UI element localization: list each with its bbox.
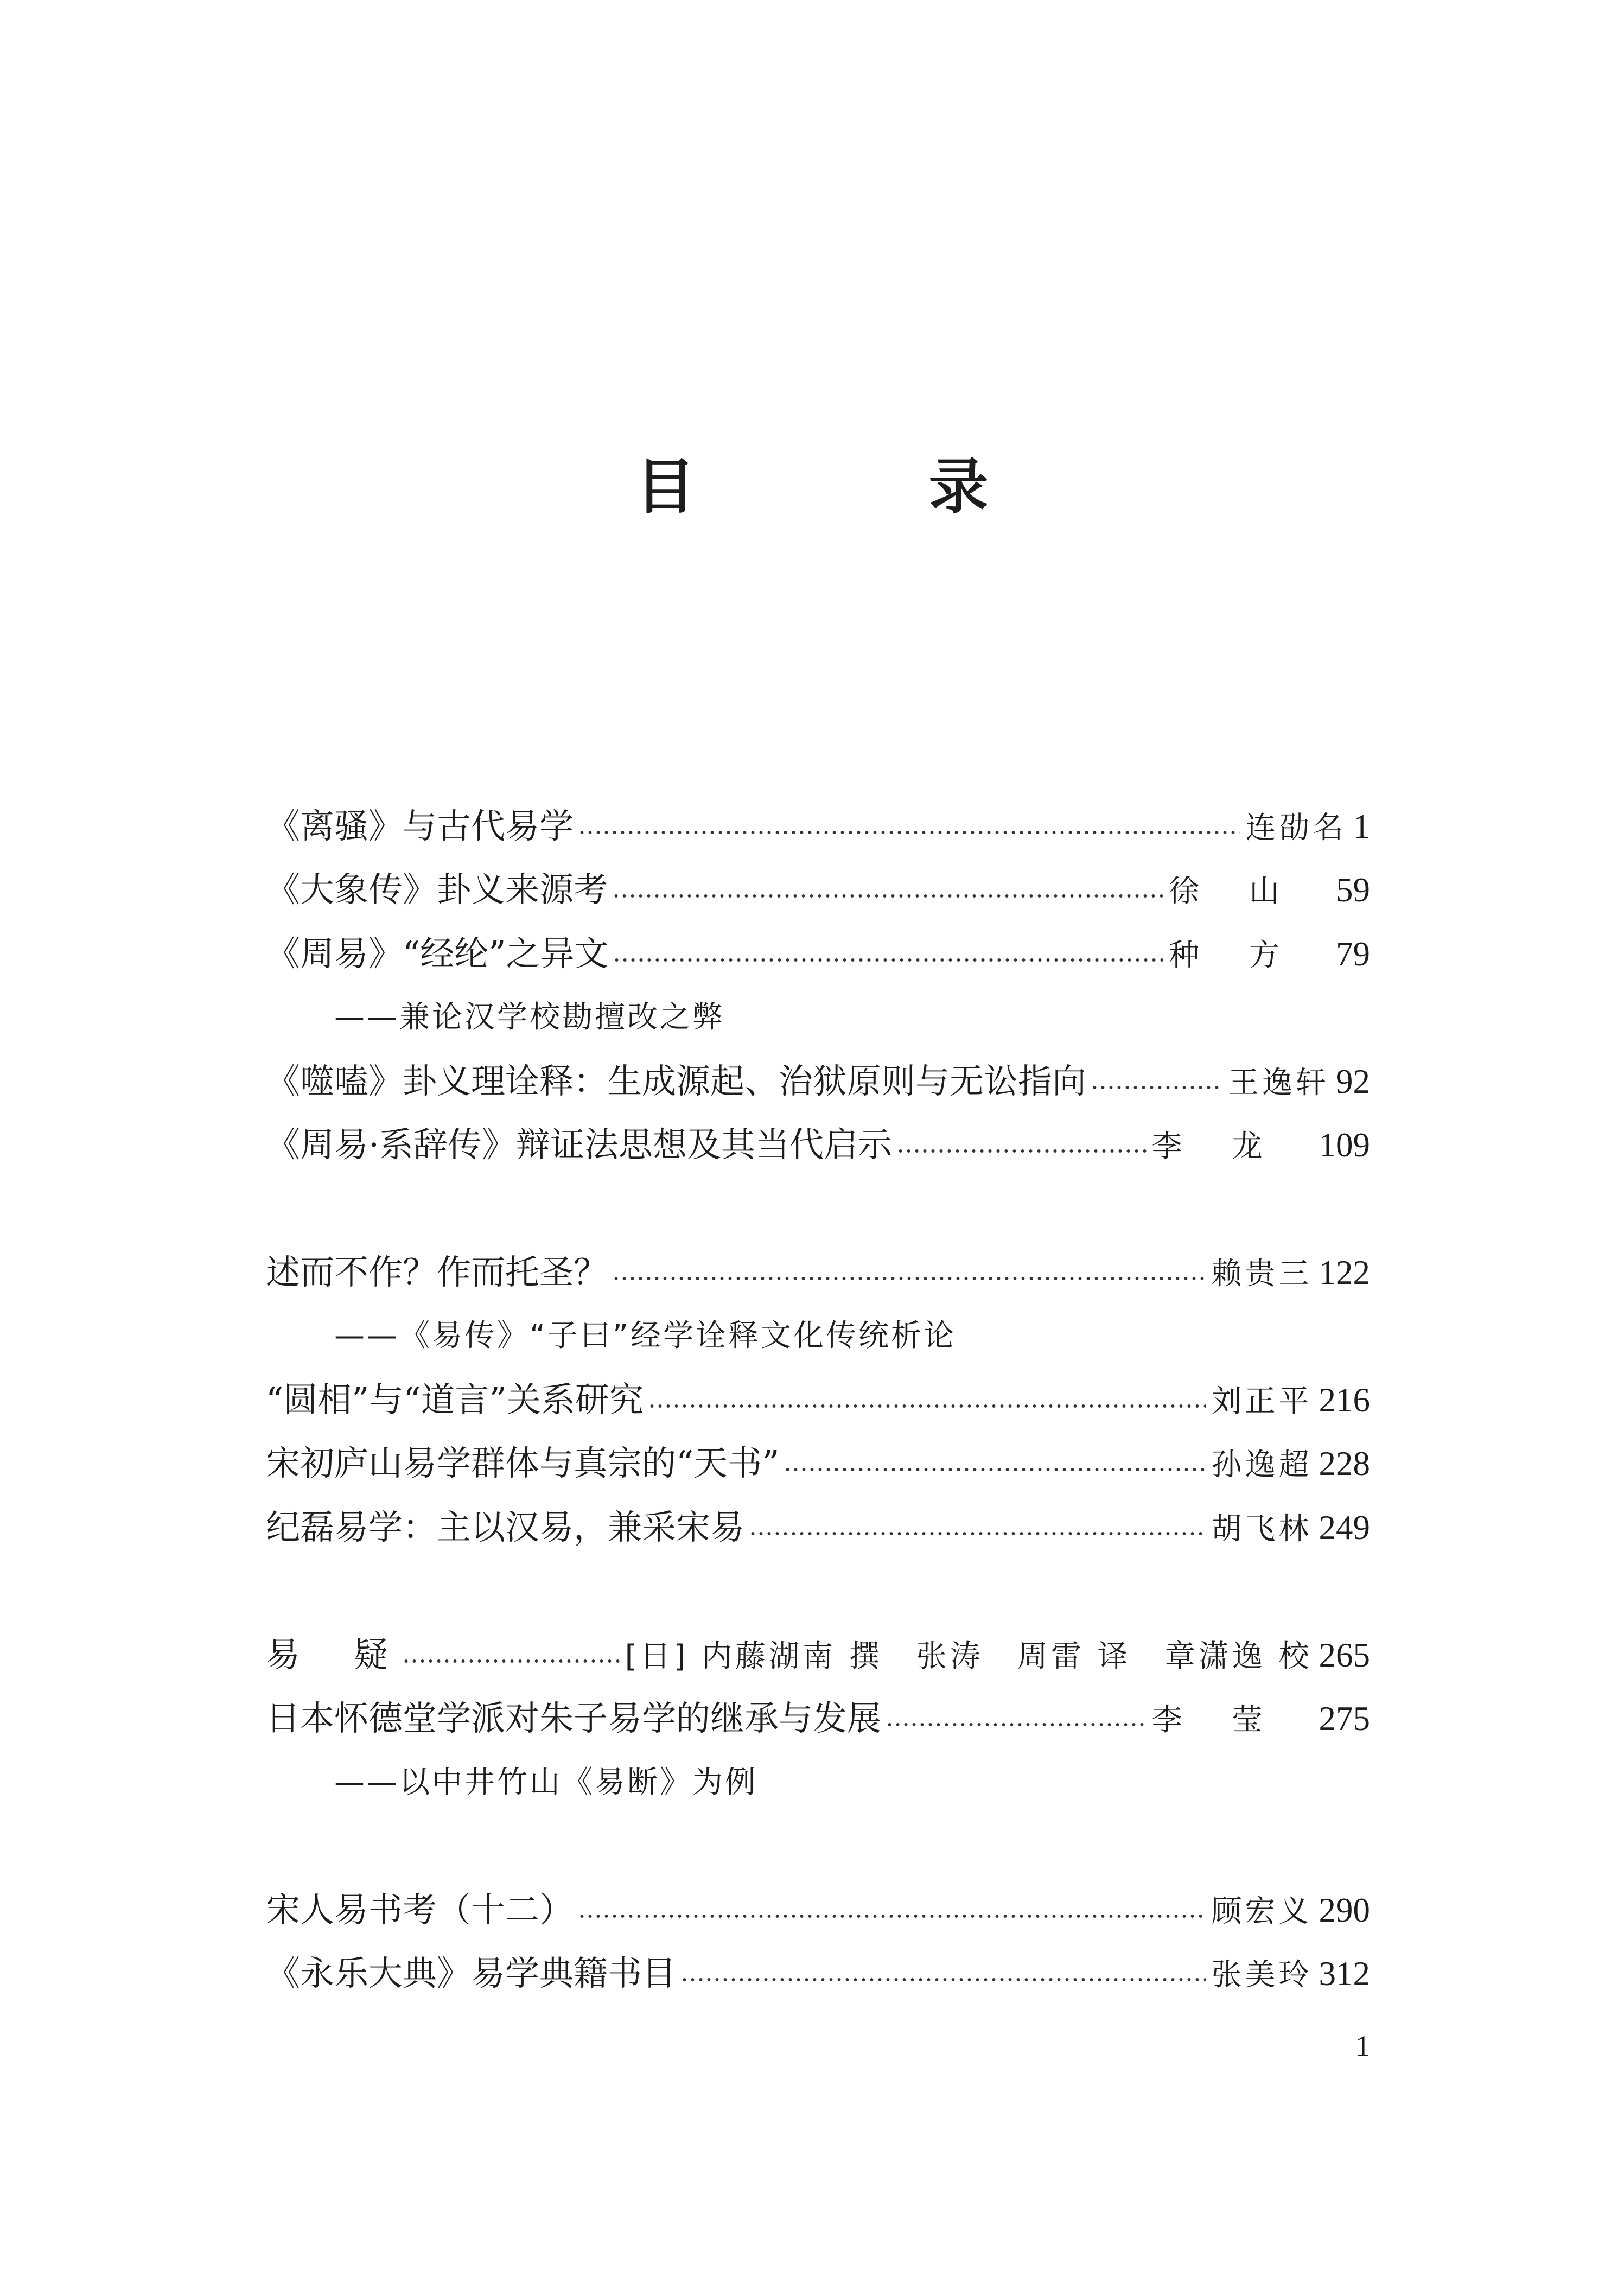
entry-author: 刘正平 (1211, 1384, 1313, 1419)
entry-page: 216 (1319, 1381, 1370, 1419)
page-title: 目 录 (635, 452, 1075, 522)
entry-page: 228 (1319, 1445, 1370, 1483)
page-number: 1 (1355, 2030, 1370, 2062)
toc-entry[interactable] (266, 1118, 1370, 1172)
entry-page: 109 (1319, 1126, 1370, 1164)
dot-leader (1091, 1084, 1223, 1091)
dot-leader (578, 829, 1240, 836)
dot-leader (402, 1658, 620, 1664)
toc-entry[interactable] (266, 1628, 1370, 1682)
entry-title: 《噬嗑》卦义理诠释：生成源起、治狱原则与无讼指向 (266, 1061, 1086, 1101)
dot-leader (613, 957, 1163, 963)
toc-entry[interactable] (266, 927, 1370, 981)
entry-author: [日] 内藤湖南 撰 张涛 周雷 译 章潇逸 校 (625, 1639, 1313, 1674)
entry-author: 种方 (1169, 938, 1329, 973)
entry-author: 李莹 (1151, 1702, 1313, 1738)
entry-title: 《周易·系辞传》辩证法思想及其当代启示 (266, 1125, 893, 1165)
entry-author: 李龙 (1151, 1129, 1313, 1164)
entry-title: 日本怀德堂学派对朱子易学的继承与发展 (266, 1699, 881, 1738)
dot-leader (680, 1976, 1206, 1983)
dot-leader (612, 893, 1163, 899)
entry-page: 79 (1336, 935, 1370, 973)
dot-leader (896, 1148, 1146, 1154)
entry-author: 徐山 (1169, 874, 1329, 909)
entry-title: 《永乐大典》易学典籍书目 (266, 1954, 676, 1993)
entry-subtitle: ——兼论汉学校勘擅改之弊 (334, 1000, 725, 1035)
entry-title: 述而不作？作而托圣？ (266, 1252, 608, 1292)
entry-title: 宋初庐山易学群体与真宗的“天书” (266, 1444, 780, 1483)
entry-page: 265 (1319, 1636, 1370, 1674)
entry-page: 275 (1319, 1700, 1370, 1738)
toc-entry[interactable] (266, 1373, 1370, 1427)
entry-page: 59 (1336, 871, 1370, 909)
toc-entry[interactable] (266, 1692, 1370, 1746)
entry-title: 纪磊易学：主以汉易，兼采宋易 (266, 1508, 744, 1547)
entry-subtitle: ——《易传》“子曰”经学诠释文化传统析论 (334, 1318, 957, 1353)
entry-title: 易 疑 (266, 1635, 398, 1675)
entry-page: 92 (1336, 1063, 1370, 1101)
entry-page: 122 (1319, 1254, 1370, 1292)
dot-leader (612, 1275, 1206, 1282)
toc-entry[interactable] (266, 1883, 1370, 1937)
entry-page: 1 (1353, 807, 1370, 845)
entry-author: 连劭名 (1245, 810, 1347, 845)
entry-title: 《离骚》与古代易学 (266, 806, 574, 846)
entry-title: “圆相”与“道言”关系研究 (266, 1380, 644, 1420)
toc-entry[interactable] (266, 1436, 1370, 1491)
dot-leader (784, 1466, 1206, 1473)
toc-entry[interactable] (266, 1245, 1370, 1300)
toc-entry[interactable] (266, 1054, 1370, 1109)
toc-entry[interactable] (266, 799, 1370, 854)
entry-subtitle: ——以中井竹山《易断》为例 (334, 1765, 757, 1800)
entry-title: 《大象传》卦义来源考 (266, 870, 608, 910)
dot-leader (886, 1721, 1147, 1728)
dot-leader (749, 1530, 1206, 1537)
entry-page: 249 (1319, 1509, 1370, 1547)
entry-author: 赖贵三 (1211, 1256, 1313, 1292)
entry-author: 顾宏义 (1211, 1894, 1313, 1929)
entry-author: 张美玲 (1211, 1957, 1313, 1993)
dot-leader (578, 1913, 1206, 1919)
entry-page: 290 (1319, 1891, 1370, 1929)
entry-author: 孙逸超 (1211, 1447, 1313, 1483)
entry-title: 宋人易书考（十二） (266, 1890, 574, 1930)
toc-entry[interactable] (266, 863, 1370, 917)
toc-entry[interactable] (266, 1947, 1370, 2001)
entry-page: 312 (1319, 1955, 1370, 1993)
entry-author: 王逸轩 (1228, 1065, 1329, 1101)
entry-title: 《周易》“经纶”之异文 (266, 934, 609, 974)
entry-author: 胡飞林 (1211, 1511, 1313, 1547)
toc-entry[interactable] (266, 1500, 1370, 1555)
table-of-contents (266, 0, 1370, 2270)
dot-leader (648, 1403, 1206, 1409)
